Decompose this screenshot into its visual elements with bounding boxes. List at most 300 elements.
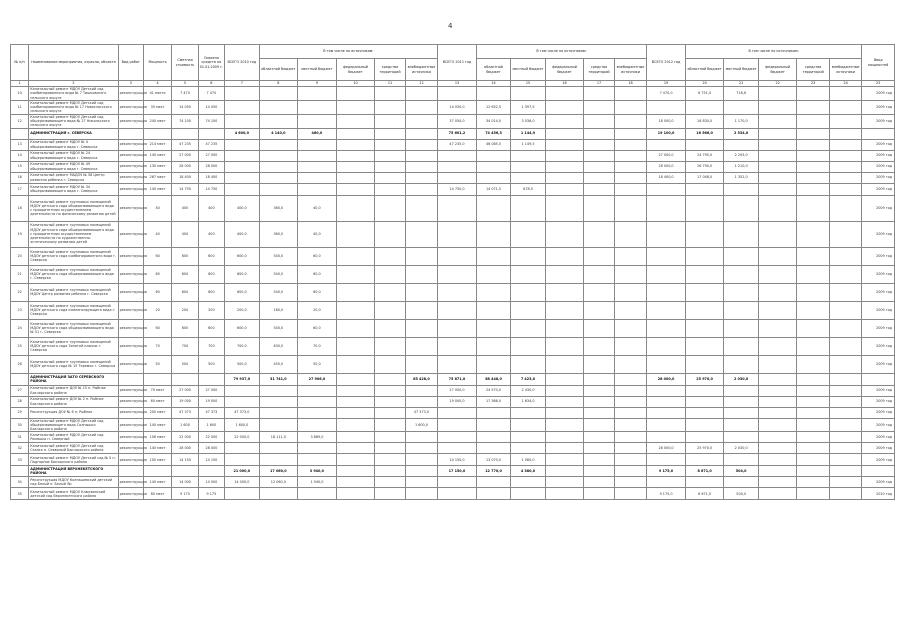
header-cell: областной бюджет [476,59,511,81]
table-cell [758,396,797,407]
section-row [11,373,895,385]
table-cell: 9 175 [198,488,224,500]
table-cell [829,183,862,195]
table-cell [438,150,477,161]
table-cell [724,183,759,195]
table-cell [584,128,614,139]
table-cell [829,301,862,319]
table-cell [172,373,198,385]
header-cell: Освоено средств на 01.01.2009 г. [198,45,224,81]
table-cell: 40 [143,221,171,247]
table-cell [758,128,797,139]
table-cell [336,114,375,128]
table-cell: 19 100,0 [647,128,686,139]
row-number-cell: 34 [11,477,29,488]
table-cell [336,150,375,161]
table-cell [511,265,546,283]
table-cell [375,172,405,183]
table-cell [545,488,584,500]
table-cell: реконструкция [118,432,143,443]
row-number-cell: 10 [11,87,29,101]
table-cell: 14 150 [198,454,224,466]
table-cell [614,221,647,247]
table-cell [647,385,686,396]
table-cell [685,139,724,150]
table-cell [476,407,511,418]
column-number: 9 [298,81,337,87]
table-cell [647,301,686,319]
table-cell: 600 [172,283,198,301]
table-cell [405,466,438,477]
table-cell [375,128,405,139]
table-cell [614,301,647,319]
table-cell: 140 мест [143,443,171,454]
table-cell [647,100,686,114]
table-cell [298,396,337,407]
table-cell: реконструкция [118,114,143,128]
table-cell: реконструкция [118,87,143,101]
table-cell: 60,0 [298,265,337,283]
table-cell: 3 889,0 [298,432,337,443]
table-cell [614,432,647,443]
table-cell [405,183,438,195]
table-cell [829,150,862,161]
table-row [11,161,895,172]
table-cell: 1 144,9 [511,128,546,139]
table-cell [375,432,405,443]
object-name-cell: Капитальный ремонт групповых помещений МДОУ Центр развития ребенка г. Северска [29,283,118,301]
table-cell: 2009 год [862,407,895,418]
table-cell [298,443,337,454]
table-cell [336,301,375,319]
table-cell [476,265,511,283]
column-number: 25 [862,81,895,87]
table-cell: 1 352,0 [724,172,759,183]
table-cell: 18 400,0 [647,172,686,183]
table-cell: 2009 год [862,301,895,319]
table-cell: 19 000 [172,396,198,407]
table-cell [225,139,260,150]
table-cell [614,161,647,172]
table-cell [336,385,375,396]
table-cell [336,396,375,407]
table-cell [584,443,614,454]
table-cell [797,432,829,443]
table-cell [259,407,298,418]
table-cell: 28 000,0 [647,443,686,454]
table-cell [829,477,862,488]
table-cell: 50,0 [298,355,337,373]
table-cell: 19 000 [198,396,224,407]
table-cell: реконструкция [118,100,143,114]
table-cell: 2010 год [862,488,895,500]
table-cell: 600 [198,265,224,283]
table-cell: 14 750 [172,183,198,195]
table-cell [476,195,511,221]
table-cell: реконструкция [118,385,143,396]
table-cell [405,139,438,150]
table-cell [545,221,584,247]
table-cell [438,87,477,101]
table-cell [375,139,405,150]
table-cell [584,373,614,385]
table-cell: 60,0 [298,283,337,301]
table-cell [438,161,477,172]
table-cell [545,139,584,150]
table-cell [797,477,829,488]
table-row [11,265,895,283]
table-cell [225,172,260,183]
table-cell [584,161,614,172]
table-cell [724,247,759,265]
table-cell: 9 175 [172,488,198,500]
table-cell [375,283,405,301]
table-cell: 47 373,0 [405,407,438,418]
table-cell [476,221,511,247]
table-cell: 2 430,0 [511,385,546,396]
table-cell: 47 373,0 [225,407,260,418]
table-cell [584,337,614,355]
table-cell: 60 [143,265,171,283]
table-cell [336,355,375,373]
table-cell [511,488,546,500]
table-cell: 100 мест [143,454,171,466]
table-cell [614,114,647,128]
table-cell [829,396,862,407]
table-cell [511,432,546,443]
table-cell: 504,0 [724,488,759,500]
table-cell [511,172,546,183]
table-cell [829,247,862,265]
table-cell: реконструкция [118,396,143,407]
header-cell: Сметная стоимость [172,45,198,81]
table-cell: 1 397,5 [511,100,546,114]
table-cell [758,221,797,247]
table-cell [584,195,614,221]
table-cell [336,477,375,488]
table-cell: 630,0 [259,337,298,355]
table-body [11,87,895,500]
table-cell: 27 000 [172,385,198,396]
table-cell [584,488,614,500]
table-row [11,221,895,247]
table-cell [685,247,724,265]
table-cell [614,407,647,418]
table-cell: реконструкция [118,454,143,466]
table-cell [438,265,477,283]
table-cell: 60 [143,319,171,337]
table-cell: реконструкция [118,161,143,172]
row-number-cell: 13 [11,139,29,150]
column-number: 15 [511,81,546,87]
table-cell [797,128,829,139]
table-cell: реконструкция [118,301,143,319]
object-name-cell: Капитальный ремонт МДОУ № 4 общеразвивающего вида г. Северска [29,139,118,150]
table-cell [797,454,829,466]
table-cell [797,301,829,319]
table-row [11,139,895,150]
table-cell [405,319,438,337]
table-cell [375,396,405,407]
table-cell: 7 470 [198,87,224,101]
table-cell: 8 671,0 [685,488,724,500]
table-cell [829,443,862,454]
table-cell: 3 036,0 [511,114,546,128]
table-cell: 7 470 [172,87,198,101]
table-cell [545,100,584,114]
row-number-cell: 20 [11,247,29,265]
table-row [11,396,895,407]
table-cell [685,100,724,114]
table-cell [511,477,546,488]
table-cell [476,488,511,500]
table-cell [545,355,584,373]
page-number: 4 [448,22,453,30]
header-cell: областной бюджет [685,59,724,81]
table-cell [336,139,375,150]
table-row [11,443,895,454]
table-cell [476,418,511,432]
table-cell [724,418,759,432]
table-cell [797,183,829,195]
table-cell: 140 мест [143,477,171,488]
table-cell [476,283,511,301]
table-cell [758,337,797,355]
table-cell: реконструкция [118,319,143,337]
header-cell: № п/п [11,45,29,81]
table-cell [685,432,724,443]
row-number-cell [11,128,29,139]
table-cell: 2009 год [862,477,895,488]
table-cell [438,488,477,500]
table-cell [797,407,829,418]
table-cell [614,477,647,488]
object-name-cell: Реконструкция ДОУ № 6 п. Рыбное [29,407,118,418]
table-cell [405,443,438,454]
table-cell [647,283,686,301]
table-cell [758,488,797,500]
table-cell [511,221,546,247]
table-cell: 140 мест [143,418,171,432]
table-cell: 27 000,0 [647,150,686,161]
table-cell: 600,0 [225,247,260,265]
table-cell [758,100,797,114]
table-cell [829,432,862,443]
table-row [11,114,895,128]
table-cell [438,355,477,373]
table-cell: 35 мест [143,100,171,114]
table-cell [614,396,647,407]
table-cell [829,373,862,385]
table-cell [614,265,647,283]
table-cell [172,128,198,139]
table-cell [259,454,298,466]
table-cell: 20,0 [298,301,337,319]
table-cell [724,454,759,466]
table-cell [829,128,862,139]
table-cell [476,432,511,443]
table-cell [405,301,438,319]
table-cell [797,139,829,150]
row-number-cell: 33 [11,454,29,466]
table-cell [259,418,298,432]
table-cell [797,466,829,477]
table-cell [647,355,686,373]
header-cell: ВСЕГО 2011 год [438,45,477,81]
table-cell [647,407,686,418]
table-cell: 400 [172,195,198,221]
table-cell [336,443,375,454]
row-number-cell: 32 [11,443,29,454]
table-cell: 50 [143,355,171,373]
table-cell: 14 150,0 [438,454,477,466]
table-cell [584,114,614,128]
table-cell: 400,0 [225,195,260,221]
table-cell: 14 050,0 [438,100,477,114]
table-cell: 28 000 [172,161,198,172]
table-cell: 14 750 [198,183,224,195]
table-cell [758,432,797,443]
table-cell [797,265,829,283]
table-cell [758,454,797,466]
table-cell [797,114,829,128]
table-cell [685,407,724,418]
table-cell [647,477,686,488]
table-cell [829,195,862,221]
table-cell: реконструкция [118,265,143,283]
table-cell [614,139,647,150]
table-cell [259,161,298,172]
table-cell: 2009 год [862,100,895,114]
section-title: АДМИНИСТРАЦИЯ ВЕРХНЕКЕТСКОГО РАЙОНА [29,466,118,477]
table-cell [511,319,546,337]
table-cell [829,139,862,150]
table-cell: 75 601,2 [438,128,477,139]
column-number: 1 [11,81,29,87]
table-cell [685,301,724,319]
table-cell [405,100,438,114]
table-cell [584,407,614,418]
table-cell [143,466,171,477]
table-cell [614,373,647,385]
table-cell [476,301,511,319]
table-cell: 2009 год [862,139,895,150]
table-cell [545,301,584,319]
table-cell: реконструкция [118,337,143,355]
table-cell [298,139,337,150]
table-cell [724,432,759,443]
table-row [11,283,895,301]
table-cell: 267 мест [143,172,171,183]
table-cell [584,221,614,247]
table-cell [584,139,614,150]
object-name-cell: Капитальный ремонт МДОУ № 24 общеразвивающего вида г. Северска [29,150,118,161]
table-cell [862,373,895,385]
table-cell [259,385,298,396]
table-cell [758,418,797,432]
table-cell: реконструкция [118,150,143,161]
table-cell: 700,0 [225,337,260,355]
table-cell: 75 871,0 [438,373,477,385]
table-cell: 540,0 [259,283,298,301]
table-cell [405,221,438,247]
table-cell [336,454,375,466]
table-cell: 12 060,0 [259,477,298,488]
table-cell: 2009 год [862,337,895,355]
table-cell [438,247,477,265]
table-cell [336,183,375,195]
table-cell: 4 380,0 [511,466,546,477]
table-cell [584,87,614,101]
table-cell [647,221,686,247]
table-cell [336,128,375,139]
table-cell [375,114,405,128]
table-cell [829,100,862,114]
table-cell: реконструкция [118,172,143,183]
table-cell: реконструкция [118,443,143,454]
column-number: 21 [724,81,759,87]
column-number: 24 [829,81,862,87]
table-cell [225,443,260,454]
object-name-cell: Капитальный ремонт групповых помещений МДОУ детского сада общеразвивающего вида г. Северска [29,265,118,283]
table-cell [336,373,375,385]
table-cell: 400 [198,195,224,221]
table-cell: реконструкция [118,418,143,432]
row-number-cell: 12 [11,114,29,128]
object-name-cell: Капитальный ремонт МДОУ Детский сад общеразвивающего вида № 27 Никольского сельского округа [29,114,118,128]
table-cell [405,454,438,466]
table-cell [336,265,375,283]
table-cell [758,150,797,161]
column-number: 22 [758,81,797,87]
table-cell: 80 мест [143,488,171,500]
table-cell: 12 652,5 [476,100,511,114]
table-cell [438,477,477,488]
section-row [11,466,895,477]
table-cell [797,319,829,337]
table-cell: 14 000,0 [225,477,260,488]
object-name-cell: Капитальный ремонт групповых помещений МДОУ детского сада компенсирующего вида г. Северска [29,301,118,319]
table-cell [685,355,724,373]
object-name-cell: Капитальный ремонт МДОУ Детский сад № 5 п. Подгорное Бакчарского района [29,454,118,466]
table-cell: 17 048,0 [685,172,724,183]
table-cell [476,355,511,373]
table-cell [797,337,829,355]
table-cell: реконструкция [118,139,143,150]
table-cell: 14 150 [172,454,198,466]
table-cell [797,100,829,114]
table-cell [405,128,438,139]
table-cell [647,183,686,195]
table-cell: 2009 год [862,247,895,265]
table-cell [511,247,546,265]
table-cell: 14 050 [198,100,224,114]
object-name-cell: Капитальный ремонт МАДОУ № 58 Центр развития ребенка г. Северска [29,172,118,183]
table-cell [511,150,546,161]
table-cell [685,195,724,221]
table-cell [758,195,797,221]
table-cell [797,87,829,101]
table-cell [511,337,546,355]
table-cell [862,128,895,139]
table-cell: 106 мест [143,432,171,443]
row-number-cell: 25 [11,337,29,355]
table-cell [758,477,797,488]
table-head [11,45,895,87]
table-cell [829,355,862,373]
table-cell [336,418,375,432]
table-cell: 24 570,0 [476,385,511,396]
